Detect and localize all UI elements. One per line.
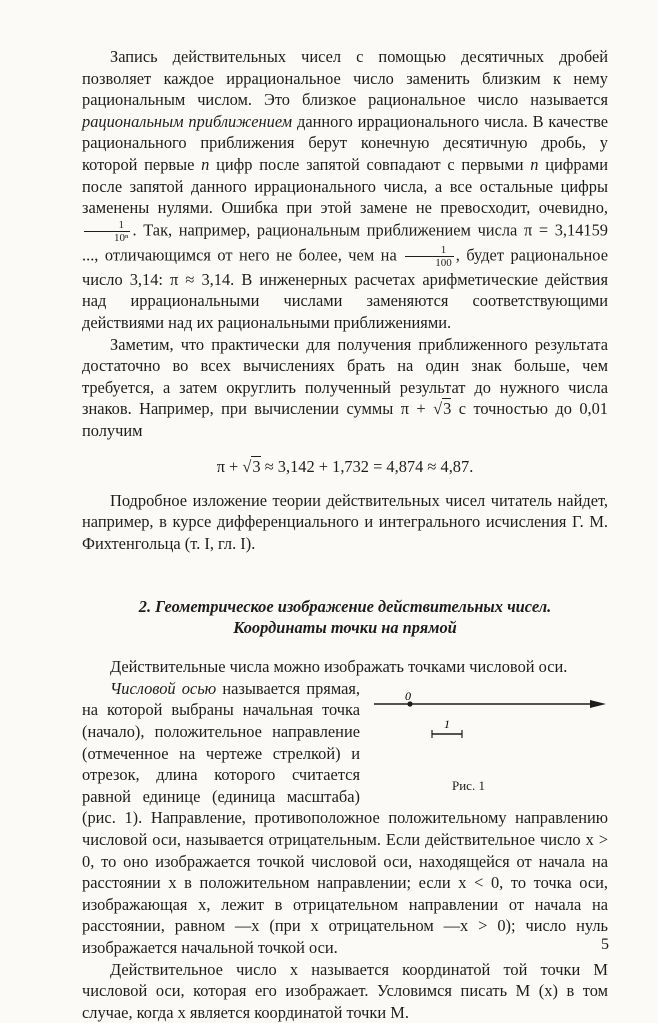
para1-text-1: Запись действительных чисел с помощью десятичных дробей позволяет каждое иррациональное число заменить близким к нему рациональным числом. Это близкое рациональное число называется (82, 47, 608, 110)
para2-text: Заметим, что практически для получения приближенного результата достаточно во всех вычислениях брать на один знак больше, чем требуется, а затем округлить полученный результат до нужного числа знаков. Например, при вычислении суммы (82, 334, 608, 419)
para1-text-5: . Так, например, рациональным приближением числа (132, 220, 518, 240)
para1-text-7: , будет рациональное число 3,14: π ≈ 3,14. В инженерных расчетах арифметические действия над иррациональными числами заменяются соответствующими действиями над их рациональными приближениями. (82, 245, 608, 332)
display-formula: π + √3 ≈ 3,142 + 1,732 = 4,874 ≈ 4,87. (216, 456, 474, 476)
fraction-error-bound: $\frac{1}{\text{10ⁿ}}$ (84, 219, 130, 244)
number-axis-diagram (372, 688, 608, 758)
origin-label: 0 (405, 688, 411, 703)
para1-text-3: цифр после запятой совпадают с первыми (216, 154, 524, 174)
unit-label: 1 (444, 716, 450, 731)
para1-text-2: данного иррационального числа. В качестве рационального приближения берут конечную десятичную дробь, у которой первые (82, 111, 609, 174)
section-heading-line-1: 2. Геометрическое изображение действительных чисел. (138, 597, 552, 617)
var-n-1: n (201, 154, 210, 174)
pi-expression: π = 3,14159 ... (82, 220, 608, 265)
paragraph-number-axis-definition: Числовой осью называется прямая, на которой выбраны начальная точка (начало), положительное направление (отмеченное на чертеже стрелкой) и отрезок, длина которого считается равной единице (единица масштаба) (рис. 1). Направление, противоположное положительному направлению числовой оси, называется отрицательным. Если действительное число x > 0, то оно изображается точкой числовой оси, находящейся от начала на расстоянии x в положительном направлении; если x < 0, то точка оси, изображающая x, лежит в отрицательном направлении от начала на расстоянии, равном —x (при x отрицательном —x > 0); число нуль изображается начальной точкой оси. (82, 678, 608, 957)
var-n-2: n (530, 154, 539, 174)
sqrt-three: 3 (443, 399, 452, 419)
figure-caption: Рис. 1 (452, 777, 485, 793)
sum-expression: π + √ (400, 399, 443, 419)
section-heading (82, 596, 608, 638)
paragraph-reference: Подробное изложение теории действительных чисел читатель найдет, например, в курсе дифференциального и интегрального исчисления Г. М. Фихтенгольца (т. I, гл. I). (82, 490, 608, 553)
para2-text-end: с точностью до 0,01 получим (82, 399, 609, 440)
paragraph-number-axis-intro: Действительные числа можно изображать точками числовой оси. (110, 657, 568, 677)
term-rational-approximation: рациональным приближением (82, 111, 293, 131)
section-heading-line-2: Координаты точки на прямой (233, 618, 457, 638)
paragraph-practical-rounding (82, 334, 608, 442)
paragraph-coordinate: Действительное число x называется координатой той точки M числовой оси, которая его изображает. Условимся писать M (x) в том случае, когда x является координатой точки M. (82, 959, 608, 1022)
axis-arrow-icon (590, 700, 606, 708)
para1-text-6: , отличающимся от него не более, чем на (94, 245, 397, 265)
paragraph-rational-approximation (82, 46, 608, 334)
figure-number-axis (372, 680, 608, 798)
fraction-one-hundredth: $\frac{1}{100}$ (405, 244, 454, 269)
para1-text-4: цифрами после запятой данного иррационального числа, а все остальные цифры заменены нулями. Ошибка при этой замене не превосходит, очевидно, (82, 154, 608, 218)
page-number: 5 (601, 936, 609, 953)
term-number-axis: Числовой осью (110, 678, 217, 698)
